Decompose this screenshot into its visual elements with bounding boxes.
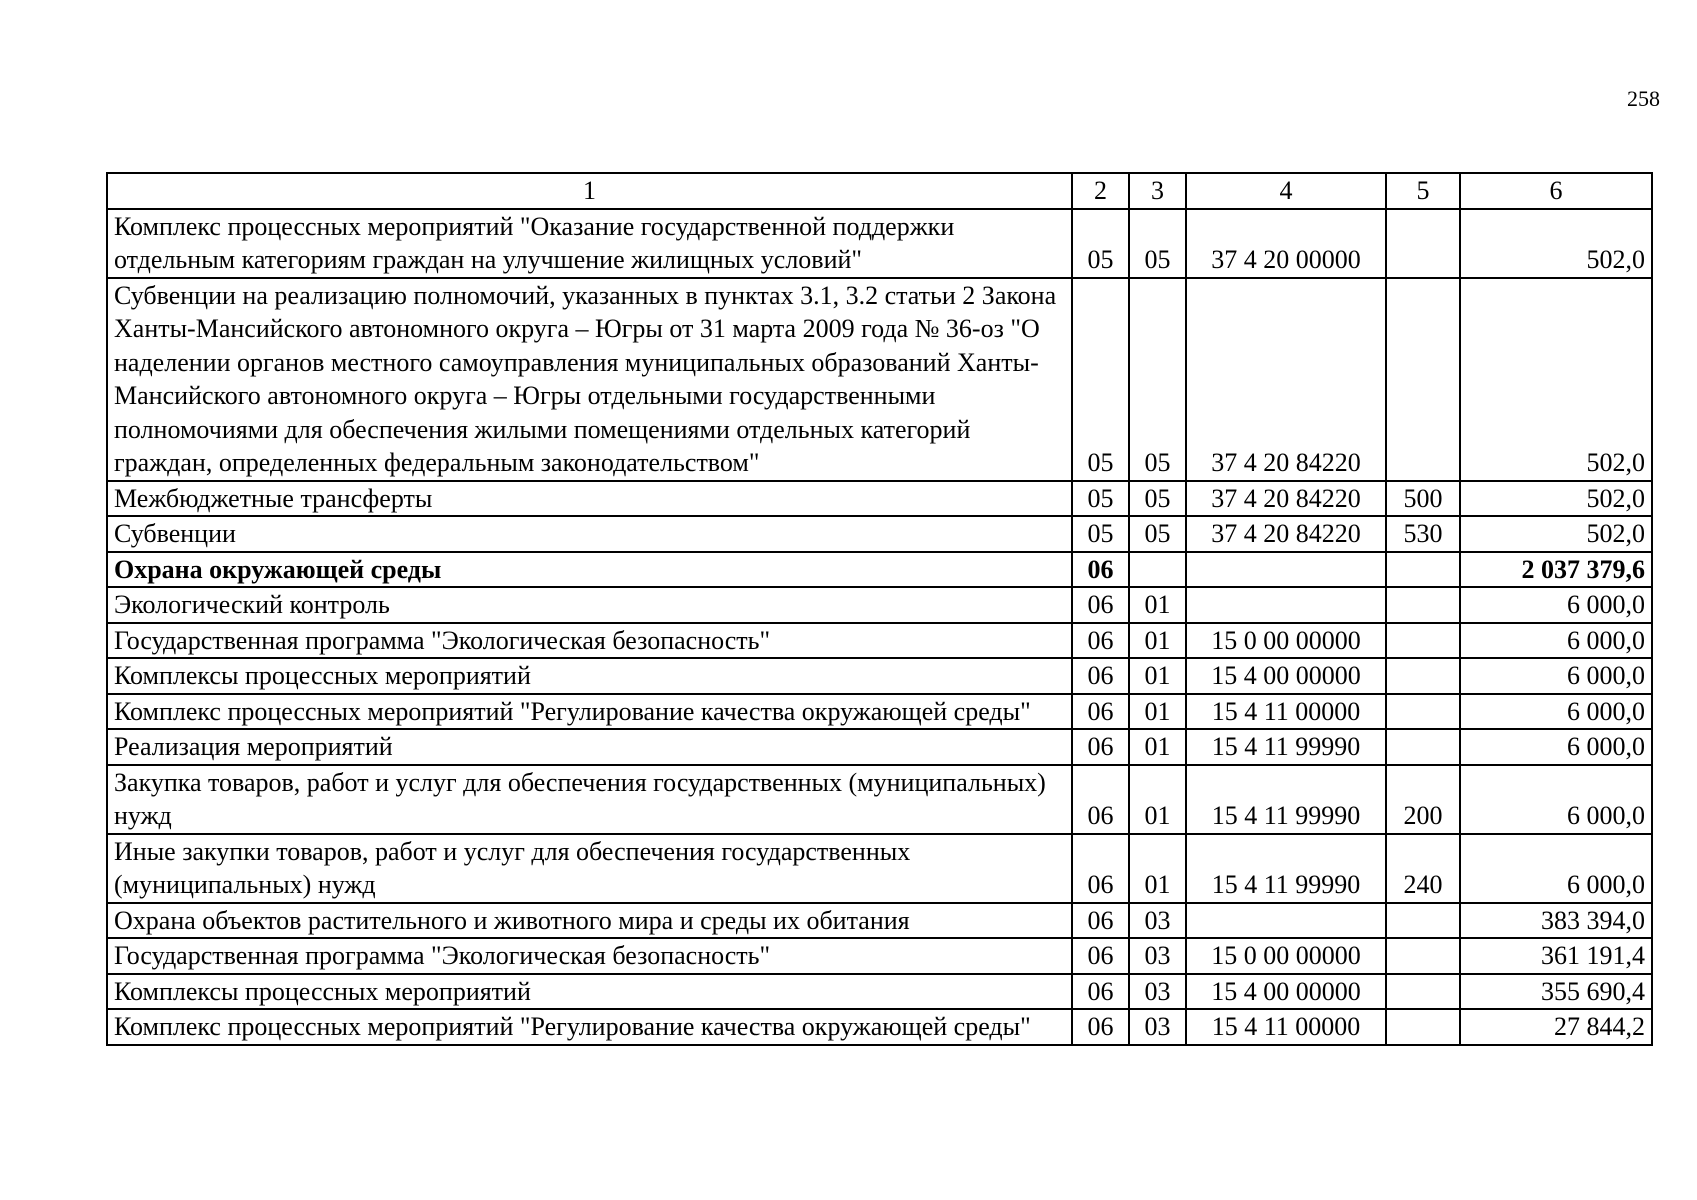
row-expense-type xyxy=(1386,729,1460,765)
header-col-1: 1 xyxy=(107,173,1072,209)
row-section: 05 xyxy=(1072,209,1129,278)
row-target-code: 15 4 00 00000 xyxy=(1186,658,1386,694)
table-row xyxy=(107,278,1652,481)
table-row xyxy=(107,587,1652,623)
row-subsection: 01 xyxy=(1129,694,1186,730)
row-section: 06 xyxy=(1072,938,1129,974)
header-col-5: 5 xyxy=(1386,173,1460,209)
row-expense-type: 500 xyxy=(1386,481,1460,517)
row-subsection xyxy=(1129,552,1186,588)
row-name: Государственная программа "Экологическая безопасность" xyxy=(107,623,1072,659)
row-expense-type xyxy=(1386,278,1460,481)
table-row xyxy=(107,1009,1652,1045)
row-expense-type xyxy=(1386,903,1460,939)
row-target-code: 37 4 20 84220 xyxy=(1186,481,1386,517)
row-amount: 502,0 xyxy=(1460,209,1652,278)
row-expense-type: 200 xyxy=(1386,765,1460,834)
table-row xyxy=(107,765,1652,834)
row-expense-type xyxy=(1386,587,1460,623)
row-name: Иные закупки товаров, работ и услуг для обеспечения государственных (муниципальных) нужд xyxy=(107,834,1072,903)
row-amount: 27 844,2 xyxy=(1460,1009,1652,1045)
row-subsection: 05 xyxy=(1129,278,1186,481)
row-name: Реализация мероприятий xyxy=(107,729,1072,765)
row-amount: 2 037 379,6 xyxy=(1460,552,1652,588)
row-section: 06 xyxy=(1072,729,1129,765)
row-name: Субвенции на реализацию полномочий, указанных в пунктах 3.1, 3.2 статьи 2 Закона Ханты-Мансийского автономного округа – Югры от 31 марта 2009 года № 36-оз "О наделении органов местного самоуправления муниципальных образований Ханты-Мансийского автономного округа – Югры отдельными государственными полномочиями для обеспечения жилыми помещениями отдельных категорий граждан, определенных федеральным законодательством" xyxy=(107,278,1072,481)
row-target-code: 37 4 20 00000 xyxy=(1186,209,1386,278)
row-expense-type xyxy=(1386,623,1460,659)
table-row xyxy=(107,481,1652,517)
row-subsection: 05 xyxy=(1129,209,1186,278)
row-amount: 6 000,0 xyxy=(1460,623,1652,659)
row-subsection: 03 xyxy=(1129,1009,1186,1045)
row-target-code: 15 4 11 00000 xyxy=(1186,694,1386,730)
row-name: Экологический контроль xyxy=(107,587,1072,623)
row-section: 05 xyxy=(1072,278,1129,481)
row-target-code xyxy=(1186,552,1386,588)
header-col-4: 4 xyxy=(1186,173,1386,209)
row-amount: 355 690,4 xyxy=(1460,974,1652,1010)
row-subsection: 01 xyxy=(1129,623,1186,659)
table-row xyxy=(107,552,1652,588)
row-expense-type xyxy=(1386,694,1460,730)
header-col-6: 6 xyxy=(1460,173,1652,209)
row-name: Государственная программа "Экологическая безопасность" xyxy=(107,938,1072,974)
page-number: 258 xyxy=(1627,86,1660,111)
header-col-3: 3 xyxy=(1129,173,1186,209)
row-expense-type xyxy=(1386,974,1460,1010)
row-subsection: 01 xyxy=(1129,834,1186,903)
row-expense-type xyxy=(1386,658,1460,694)
row-target-code xyxy=(1186,903,1386,939)
row-amount: 6 000,0 xyxy=(1460,729,1652,765)
row-amount: 383 394,0 xyxy=(1460,903,1652,939)
row-name: Комплекс процессных мероприятий "Регулирование качества окружающей среды" xyxy=(107,694,1072,730)
row-expense-type xyxy=(1386,209,1460,278)
row-section: 06 xyxy=(1072,587,1129,623)
row-section: 05 xyxy=(1072,481,1129,517)
row-section: 06 xyxy=(1072,552,1129,588)
row-target-code xyxy=(1186,587,1386,623)
row-section: 06 xyxy=(1072,974,1129,1010)
row-name: Субвенции xyxy=(107,516,1072,552)
budget-table xyxy=(106,172,1653,1046)
row-target-code: 15 4 00 00000 xyxy=(1186,974,1386,1010)
table-row xyxy=(107,834,1652,903)
table-body xyxy=(107,209,1652,1045)
row-section: 06 xyxy=(1072,694,1129,730)
header-row xyxy=(107,173,1652,209)
row-section: 06 xyxy=(1072,658,1129,694)
row-name: Закупка товаров, работ и услуг для обеспечения государственных (муниципальных) нужд xyxy=(107,765,1072,834)
row-subsection: 05 xyxy=(1129,516,1186,552)
row-expense-type xyxy=(1386,1009,1460,1045)
table-row xyxy=(107,938,1652,974)
table-row xyxy=(107,903,1652,939)
table-row xyxy=(107,974,1652,1010)
header-col-2: 2 xyxy=(1072,173,1129,209)
row-amount: 6 000,0 xyxy=(1460,587,1652,623)
table-row xyxy=(107,623,1652,659)
row-name: Комплекс процессных мероприятий "Регулирование качества окружающей среды" xyxy=(107,1009,1072,1045)
row-subsection: 03 xyxy=(1129,938,1186,974)
row-subsection: 01 xyxy=(1129,587,1186,623)
row-name: Охрана окружающей среды xyxy=(107,552,1072,588)
table-row xyxy=(107,694,1652,730)
row-amount: 6 000,0 xyxy=(1460,765,1652,834)
row-subsection: 01 xyxy=(1129,729,1186,765)
row-section: 06 xyxy=(1072,903,1129,939)
row-target-code: 15 0 00 00000 xyxy=(1186,938,1386,974)
row-subsection: 03 xyxy=(1129,903,1186,939)
row-amount: 6 000,0 xyxy=(1460,694,1652,730)
row-target-code: 37 4 20 84220 xyxy=(1186,278,1386,481)
row-amount: 502,0 xyxy=(1460,516,1652,552)
row-name: Межбюджетные трансферты xyxy=(107,481,1072,517)
row-expense-type xyxy=(1386,938,1460,974)
row-name: Комплексы процессных мероприятий xyxy=(107,974,1072,1010)
table-row xyxy=(107,209,1652,278)
row-amount: 502,0 xyxy=(1460,278,1652,481)
row-section: 05 xyxy=(1072,516,1129,552)
row-target-code: 15 4 11 00000 xyxy=(1186,1009,1386,1045)
row-subsection: 05 xyxy=(1129,481,1186,517)
row-amount: 6 000,0 xyxy=(1460,834,1652,903)
table-row xyxy=(107,729,1652,765)
row-expense-type: 240 xyxy=(1386,834,1460,903)
row-subsection: 03 xyxy=(1129,974,1186,1010)
row-section: 06 xyxy=(1072,834,1129,903)
row-name: Комплекс процессных мероприятий "Оказание государственной поддержки отдельным категориям граждан на улучшение жилищных условий" xyxy=(107,209,1072,278)
row-target-code: 37 4 20 84220 xyxy=(1186,516,1386,552)
table-row xyxy=(107,516,1652,552)
row-section: 06 xyxy=(1072,1009,1129,1045)
row-target-code: 15 4 11 99990 xyxy=(1186,765,1386,834)
row-subsection: 01 xyxy=(1129,658,1186,694)
row-target-code: 15 4 11 99990 xyxy=(1186,729,1386,765)
row-amount: 361 191,4 xyxy=(1460,938,1652,974)
row-target-code: 15 0 00 00000 xyxy=(1186,623,1386,659)
row-target-code: 15 4 11 99990 xyxy=(1186,834,1386,903)
row-expense-type: 530 xyxy=(1386,516,1460,552)
row-amount: 502,0 xyxy=(1460,481,1652,517)
table-row xyxy=(107,658,1652,694)
row-expense-type xyxy=(1386,552,1460,588)
row-name: Комплексы процессных мероприятий xyxy=(107,658,1072,694)
row-section: 06 xyxy=(1072,765,1129,834)
row-amount: 6 000,0 xyxy=(1460,658,1652,694)
row-section: 06 xyxy=(1072,623,1129,659)
row-name: Охрана объектов растительного и животного мира и среды их обитания xyxy=(107,903,1072,939)
row-subsection: 01 xyxy=(1129,765,1186,834)
